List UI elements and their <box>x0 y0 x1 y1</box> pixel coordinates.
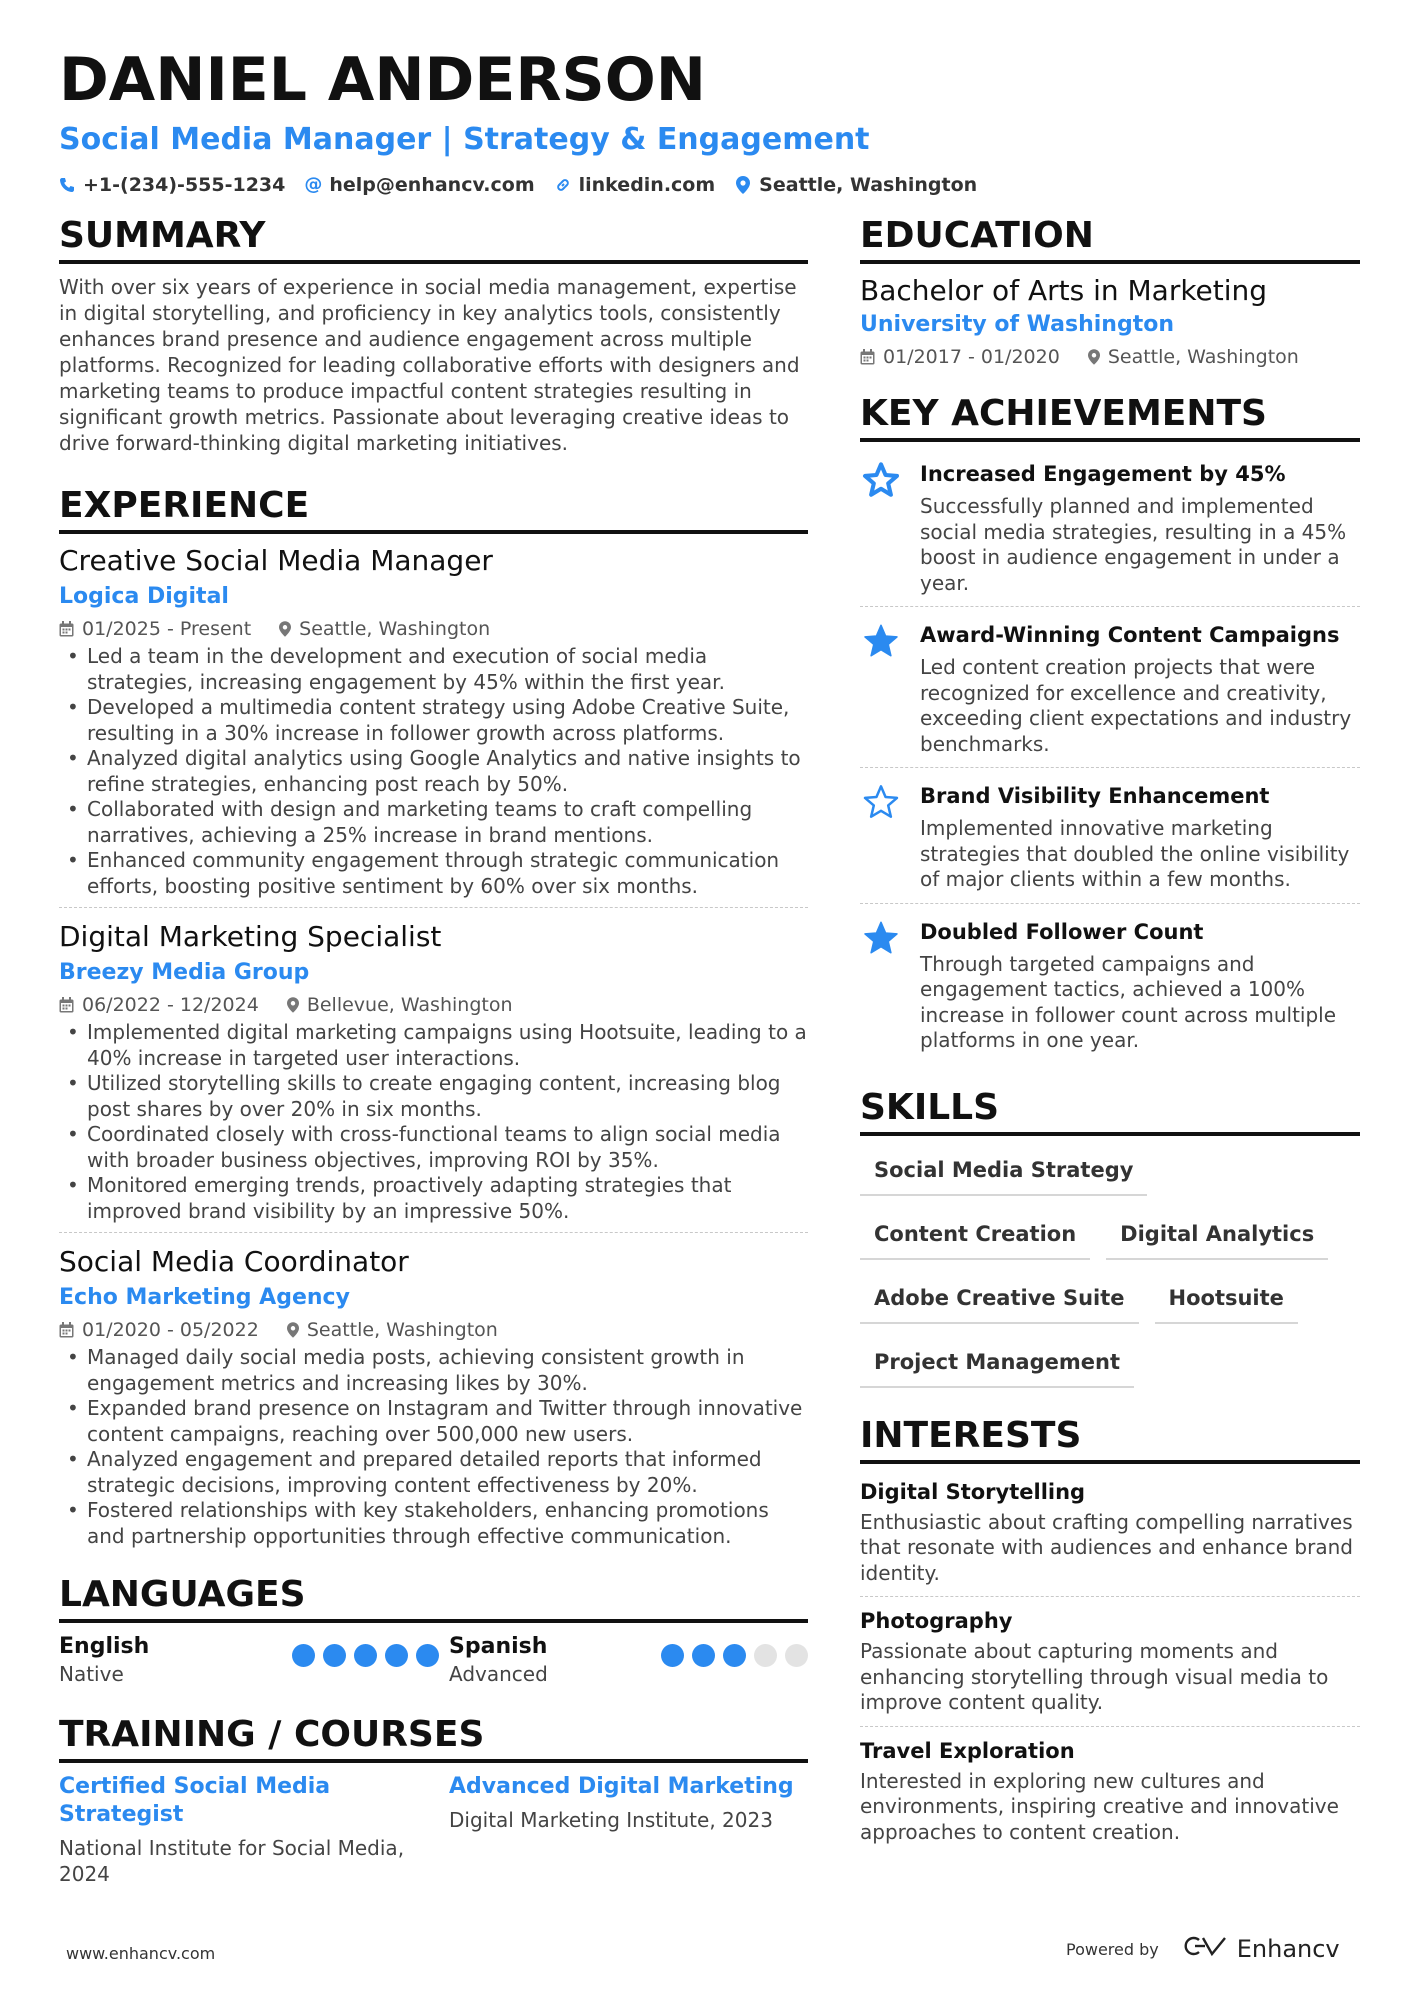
star-outline-icon <box>860 782 902 893</box>
list-item: • Utilized storytelling skills to create engaging content, increasing blog post shares by over 20% in six months. <box>59 1071 808 1122</box>
achievements-section <box>860 392 1360 1064</box>
link-icon <box>555 176 571 194</box>
list-item: • Enhanced community engagement through strategic communication efforts, boosting positive sentiment by 60% over six months. <box>59 848 808 899</box>
linkedin-text: linkedin.com <box>578 174 716 196</box>
skills-heading: SKILLS <box>860 1086 1360 1136</box>
rating-dot-filled <box>354 1644 377 1667</box>
achievement-item <box>860 767 1360 903</box>
achievement-item <box>860 903 1360 1064</box>
contact-bar <box>59 172 1359 198</box>
language-name: English <box>59 1634 150 1659</box>
achievements-heading: KEY ACHIEVEMENTS <box>860 392 1360 442</box>
interest-desc: Interested in exploring new cultures and environments, inspiring creative and innovative approaches to content creation. <box>860 1768 1339 1844</box>
powered-by-label: Powered by <box>1066 1939 1159 1959</box>
list-item: • Implemented digital marketing campaigns using Hootsuite, leading to a 40% increase in targeted user interactions. <box>59 1020 808 1071</box>
languages-section <box>59 1573 808 1687</box>
calendar-icon <box>59 621 74 637</box>
achievement-desc: Successfully planned and implemented social media strategies, resulting in a 45% boost in audience engagement in under a year. <box>920 494 1347 595</box>
courses-list <box>59 1773 808 1887</box>
company-name: Echo Marketing Agency <box>59 1285 350 1310</box>
list-item: • Led a team in the development and execution of social media strategies, increasing engagement by 45% within the first year. <box>59 644 808 695</box>
job-entry <box>59 907 808 1232</box>
job-bullets <box>59 644 808 899</box>
company-name: Logica Digital <box>59 584 229 609</box>
rating-dot-filled <box>385 1644 408 1667</box>
language-name: Spanish <box>449 1634 548 1659</box>
phone-icon <box>59 176 75 194</box>
interest-item <box>860 1596 1360 1726</box>
list-item: • Developed a multimedia content strategy using Adobe Creative Suite, resulting in a 30% increase in follower growth across platforms. <box>59 695 808 746</box>
resume-header <box>59 44 1359 198</box>
achievement-title: Increased Engagement by 45% <box>920 462 1286 486</box>
languages-heading: LANGUAGES <box>59 1573 808 1623</box>
summary-heading: SUMMARY <box>59 214 808 264</box>
job-entry <box>59 544 808 907</box>
skill-tag: Project Management <box>860 1338 1134 1388</box>
company-name: Breezy Media Group <box>59 960 310 985</box>
job-meta <box>59 1317 808 1343</box>
rating-dot-filled <box>416 1644 439 1667</box>
education-section <box>860 214 1360 370</box>
interest-desc: Passionate about capturing moments and enhancing storytelling through visual media to improve content quality. <box>860 1639 1329 1714</box>
calendar-icon <box>59 997 74 1013</box>
rating-dot-filled <box>661 1644 684 1667</box>
job-title: Digital Marketing Specialist <box>59 920 442 953</box>
achievement-desc: Through targeted campaigns and engagement tactics, achieved a 100% increase in follower count across multiple platforms in one year. <box>920 951 1337 1052</box>
course-title: Certified Social Media Strategist <box>59 1774 331 1827</box>
job-bullets <box>59 1345 808 1549</box>
location-pin-icon <box>735 176 751 194</box>
list-item: • Coordinated closely with cross-functional teams to align social media with broader business objectives, improving ROI by 35%. <box>59 1122 808 1173</box>
location-pin-icon <box>1088 349 1100 365</box>
language-level: Native <box>59 1662 124 1686</box>
location-pin-icon <box>287 1322 299 1338</box>
language-item <box>449 1633 808 1687</box>
calendar-icon <box>860 349 875 365</box>
job-location: Seattle, Washington <box>306 1319 498 1341</box>
interests-heading: INTERESTS <box>860 1414 1360 1464</box>
rating-dot-filled <box>723 1644 746 1667</box>
rating-dot-filled <box>292 1644 315 1667</box>
left-column <box>59 214 808 1887</box>
skill-tag: Adobe Creative Suite <box>860 1274 1139 1324</box>
location-text: Seattle, Washington <box>759 174 978 196</box>
job-title: Creative Social Media Manager <box>59 544 493 577</box>
location-pin-icon <box>279 621 291 637</box>
achievement-title: Brand Visibility Enhancement <box>920 784 1270 808</box>
language-item <box>59 1633 449 1687</box>
right-column <box>860 214 1360 1855</box>
skill-tag: Hootsuite <box>1155 1274 1298 1324</box>
phone-text: +1-(234)-555-1234 <box>83 174 286 196</box>
course-item <box>449 1773 808 1887</box>
calendar-icon <box>59 1322 74 1338</box>
achievement-desc: Implemented innovative marketing strategies that doubled the online visibility of major clients within a few months. <box>920 816 1350 891</box>
candidate-name: DANIEL ANDERSON <box>59 45 706 115</box>
list-item: • Fostered relationships with key stakeholders, enhancing promotions and partnership opportunities through effective communication. <box>59 1498 808 1549</box>
achievement-item <box>860 452 1360 606</box>
skill-tag: Content Creation <box>860 1210 1090 1260</box>
skill-tag: Digital Analytics <box>1106 1210 1328 1260</box>
rating-dot-filled <box>323 1644 346 1667</box>
job-dates: 06/2022 - 12/2024 <box>82 994 259 1016</box>
job-location: Bellevue, Washington <box>306 994 513 1016</box>
job-dates: 01/2025 - Present <box>82 618 252 640</box>
star-outline-icon <box>860 460 902 596</box>
footer-branding <box>1066 1934 1340 1964</box>
list-item: • Collaborated with design and marketing teams to craft compelling narratives, achieving a 25% increase in brand mentions. <box>59 797 808 848</box>
star-filled-icon <box>860 918 902 1054</box>
job-bullets <box>59 1020 808 1224</box>
course-title: Advanced Digital Marketing <box>449 1774 794 1799</box>
footer-website[interactable]: www.enhancv.com <box>66 1944 216 1963</box>
location-pin-icon <box>287 997 299 1013</box>
contact-location <box>735 172 977 198</box>
rating-dot-empty <box>754 1644 777 1667</box>
course-item <box>59 1773 449 1887</box>
list-item: • Expanded brand presence on Instagram and Twitter through innovative content campaigns, reaching over 500,000 new users. <box>59 1396 808 1447</box>
education-dates: 01/2017 - 01/2020 <box>883 346 1060 368</box>
interest-title: Photography <box>860 1609 1013 1633</box>
skills-list <box>860 1146 1360 1402</box>
achievement-item <box>860 606 1360 767</box>
brand-logo[interactable] <box>1181 1934 1340 1964</box>
job-location: Seattle, Washington <box>299 618 491 640</box>
candidate-title: Social Media Manager | Strategy & Engagement <box>59 122 870 157</box>
job-meta <box>59 992 808 1018</box>
interest-item <box>860 1474 1360 1597</box>
star-filled-icon <box>860 621 902 757</box>
list-item: • Managed daily social media posts, achieving consistent growth in engagement metrics and increasing likes by 30%. <box>59 1345 808 1396</box>
language-rating <box>292 1633 439 1661</box>
job-dates: 01/2020 - 05/2022 <box>82 1319 259 1341</box>
interest-item <box>860 1726 1360 1856</box>
summary-text: With over six years of experience in social media management, expertise in digital storytelling, and proficiency in key analytics tools, consistently enhances brand presence and audience engagement across multiple platforms. Recognized for leading collaborative efforts with designers and marketing teams to produce impactful content strategies resulting in significant growth metrics. Passionate about leveraging creative ideas to drive forward-thinking digital marketing initiatives. <box>59 275 800 455</box>
education-heading: EDUCATION <box>860 214 1360 264</box>
job-title: Social Media Coordinator <box>59 1245 409 1278</box>
skills-section <box>860 1086 1360 1402</box>
at-icon: @ <box>304 174 323 195</box>
summary-section <box>59 214 808 456</box>
contact-email[interactable] <box>305 172 534 198</box>
education-location: Seattle, Washington <box>1107 346 1299 368</box>
school-name: University of Washington <box>860 312 1175 337</box>
rating-dot-empty <box>785 1644 808 1667</box>
list-item: • Analyzed engagement and prepared detailed reports that informed strategic decisions, improving content effectiveness by 20%. <box>59 1447 808 1498</box>
experience-section <box>59 484 808 1557</box>
list-item: • Monitored emerging trends, proactively adapting strategies that improved brand visibility by an impressive 50%. <box>59 1173 808 1224</box>
language-rating <box>661 1633 808 1661</box>
email-text: help@enhancv.com <box>329 174 535 196</box>
course-provider: Digital Marketing Institute, 2023 <box>449 1808 773 1832</box>
list-item: • Analyzed digital analytics using Google Analytics and native insights to refine strategies, enhancing post reach by 50%. <box>59 746 808 797</box>
education-meta <box>860 344 1360 370</box>
achievement-title: Doubled Follower Count <box>920 919 1204 944</box>
degree-title: Bachelor of Arts in Marketing <box>860 274 1268 307</box>
training-section <box>59 1713 808 1887</box>
experience-heading: EXPERIENCE <box>59 484 808 534</box>
job-entry <box>59 1232 808 1557</box>
languages-list <box>59 1633 808 1687</box>
interest-desc: Enthusiastic about crafting compelling narratives that resonate with audiences and enhance brand identity. <box>860 1509 1353 1585</box>
skill-tag: Social Media Strategy <box>860 1146 1147 1196</box>
contact-phone[interactable] <box>59 172 285 198</box>
course-provider: National Institute for Social Media, 2024 <box>59 1836 405 1886</box>
achievement-desc: Led content creation projects that were recognized for excellence and creativity, exceeding client expectations and industry benchmarks. <box>920 655 1352 756</box>
training-heading: TRAINING / COURSES <box>59 1713 808 1763</box>
language-level: Advanced <box>449 1662 548 1686</box>
enhancv-logo-icon <box>1181 1934 1227 1964</box>
interests-section <box>860 1414 1360 1856</box>
job-meta <box>59 616 808 642</box>
contact-linkedin[interactable] <box>555 172 716 198</box>
rating-dot-filled <box>692 1644 715 1667</box>
achievement-title: Award-Winning Content Campaigns <box>920 623 1340 647</box>
interest-title: Digital Storytelling <box>860 1479 1086 1504</box>
brand-name: Enhancv <box>1236 1935 1340 1963</box>
interest-title: Travel Exploration <box>860 1738 1075 1763</box>
